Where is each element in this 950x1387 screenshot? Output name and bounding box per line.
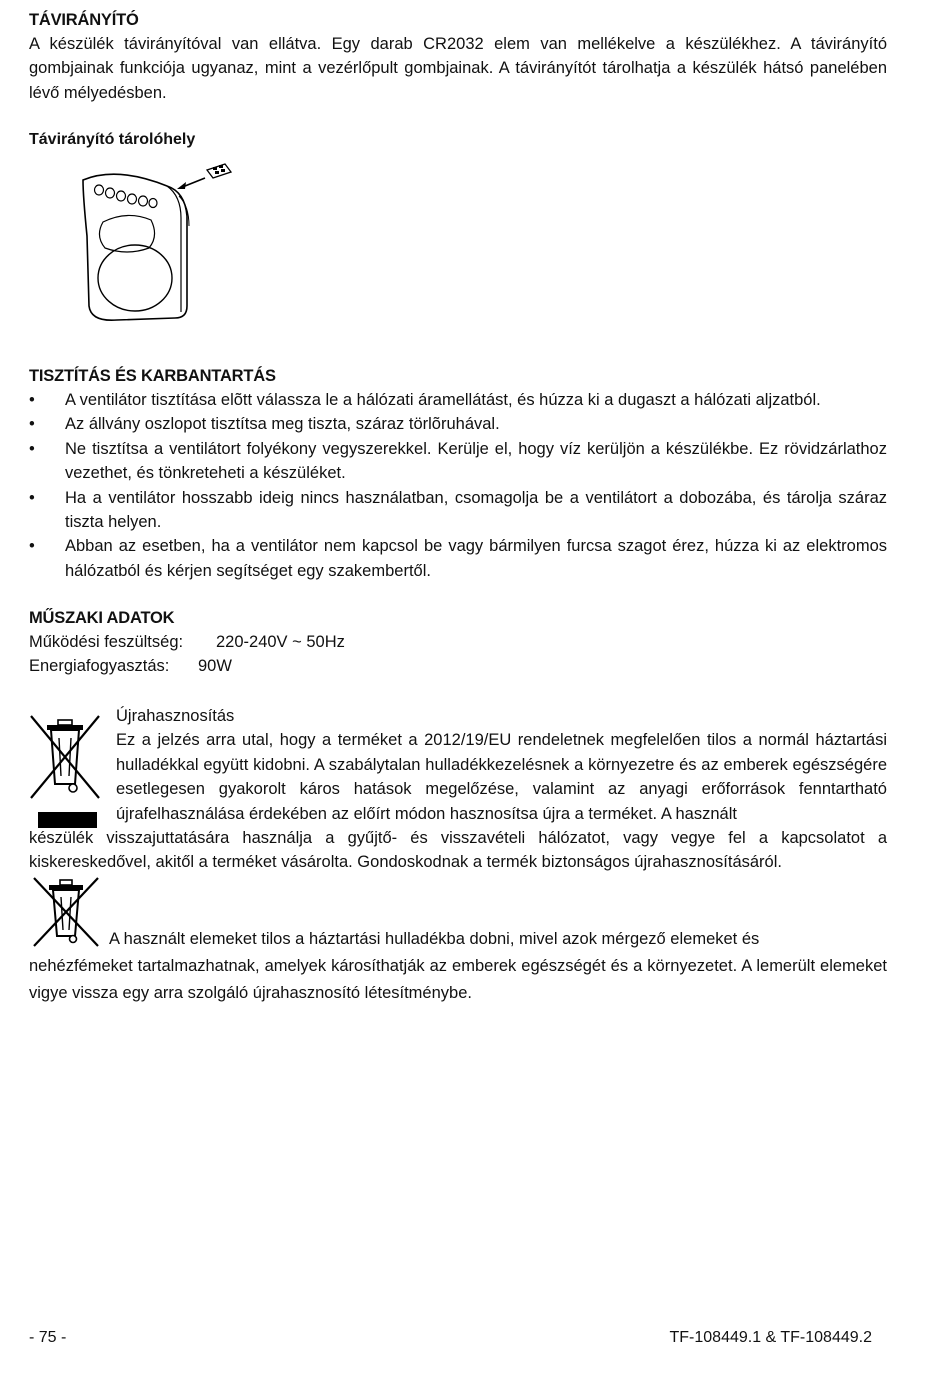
- cleaning-heading: TISZTÍTÁS ÉS KARBANTARTÁS: [29, 367, 276, 385]
- heater-body: [83, 174, 189, 320]
- specs-section: [29, 606, 887, 679]
- list-item: • Ne tisztítsa a ventilátort folyékony vegyszerekkel. Kerülje el, hogy víz kerüljön a készülékbe. Ez rövidzárlathoz vezethet, és tönkreteheti a készüléket.: [29, 437, 887, 486]
- battery-text-rest: nehézfémeket tartalmazhatnak, amelyek károsíthatják az emberek egészségét és a környezetet. A lemerült elemeket vigye vissza egy arra szolgáló újrahasznosító létesítménybe.: [29, 957, 887, 1002]
- page-number: - 75 -: [29, 1329, 67, 1346]
- recycling-body: Ez a jelzés arra utal, hogy a terméket a 2012/19/EU rendeletnek megfelelően tilos a normál háztartási hulladékkal együtt kidobni. A szabálytalan hulladékkezelésnek a környezetre és az emberek egészségére esetlegesen gyakorolt káros hatások megelőzése, valamint az anyagi erőforrások fenntartható újrafelhasználása érdekében az előírt módon hasznosítsa újra a terméket. A használt: [116, 731, 887, 823]
- recycling-heading: Újrahasznosítás: [116, 707, 235, 725]
- spec-value: 90W: [198, 657, 232, 676]
- spec-value: 220-240V ~ 50Hz: [216, 633, 345, 651]
- remote-section: [29, 8, 887, 105]
- spec-label: Működési feszültség:: [29, 633, 184, 651]
- cleaning-section: [29, 364, 887, 583]
- list-item: • A ventilátor tisztítása elõtt válassza le a hálózati áramellátást, és húzza ki a dugaszt a hálózati aljzatból.: [29, 388, 887, 412]
- list-item: • Abban az esetben, ha a ventilátor nem kapcsol be vagy bármilyen furcsa szagot érez, húzza ki az elektromos hálózatból és kérjen segítséget egy szakembertől.: [29, 534, 887, 583]
- cleaning-list: [29, 388, 887, 583]
- remote-heading: TÁVIRÁNYÍTÓ: [29, 11, 139, 29]
- spec-row-power: [29, 654, 887, 678]
- heater-illustration-svg: [77, 156, 257, 326]
- specs-heading: MŰSZAKI ADATOK: [29, 609, 175, 627]
- crossed-bin-icon: [32, 876, 100, 948]
- remote-control-icon: [207, 164, 231, 178]
- remote-body: A készülék távirányítóval van ellátva. Egy darab CR2032 elem van mellékelve a készülékhez. A távirányító gombjainak funkciója ugyanaz, mint a vezérlőpult gombjainak. A távirányítót tárolhatja a készülék hátsó panelében lévő mélyedésben.: [29, 35, 887, 102]
- page-footer: [29, 1326, 872, 1350]
- recycling-body-continued: készülék visszajuttatására használja a gyűjtő- és visszavételi hálózatot, vagy vegye fel a kapcsolatot a kiskereskedővel, akitől a terméket vásárolta. Gondoskodnak a termék biztonságos újrahasznosításáról.: [29, 829, 887, 872]
- weee-black-bar: [38, 812, 97, 828]
- battery-text: [29, 876, 887, 1007]
- spec-row-voltage: [29, 630, 887, 654]
- battery-section: [29, 876, 887, 1007]
- list-item: • Az állvány oszlopot tisztítsa meg tiszta, száraz törlõruhával.: [29, 412, 887, 436]
- battery-text-lead: A használt elemeket tilos a háztartási hulladékba dobni, mivel azok mérgező elemeket és: [109, 930, 760, 948]
- recycling-section: [29, 704, 887, 875]
- remote-storage-title: Távirányító tárolóhely: [29, 131, 196, 148]
- heater-remote-storage-illustration: [77, 156, 257, 326]
- arrow-icon: [177, 178, 205, 189]
- crossed-bin-icon: [29, 714, 101, 800]
- spec-label: Energiafogyasztás:: [29, 657, 170, 676]
- list-item: • Ha a ventilátor hosszabb ideig nincs használatban, csomagolja be a ventilátort a dobozába, és tárolja száraz tiszta helyen.: [29, 486, 887, 535]
- model-number: TF-108449.1 & TF-108449.2: [669, 1329, 872, 1346]
